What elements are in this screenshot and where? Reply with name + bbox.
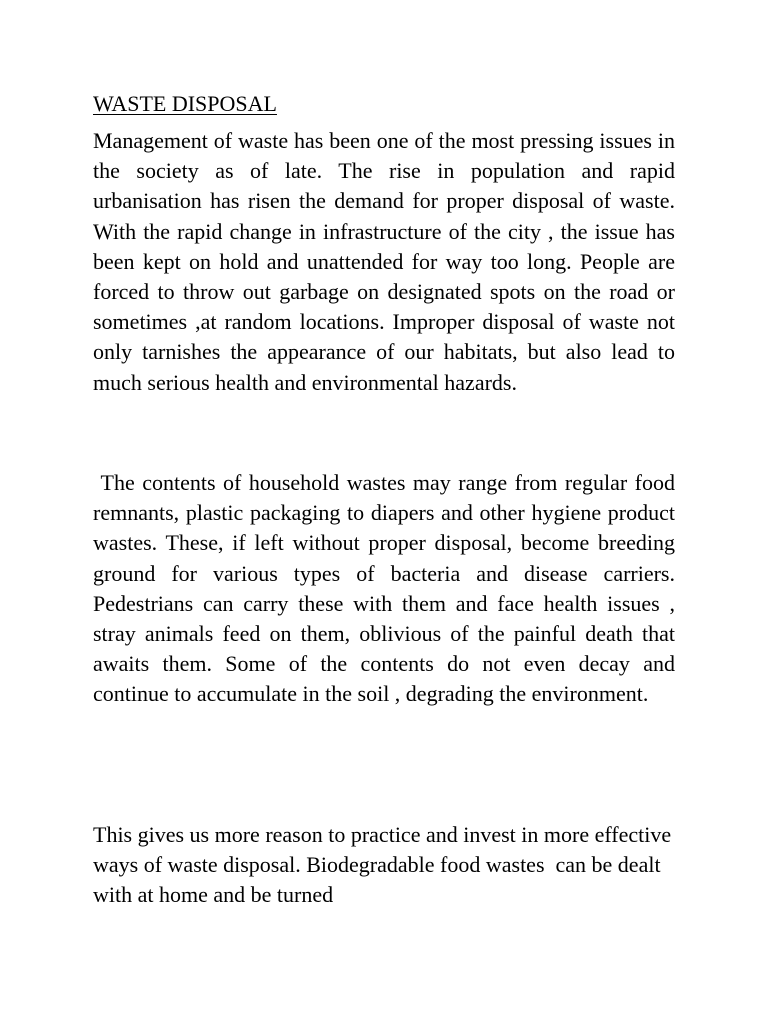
document-title: WASTE DISPOSAL	[93, 91, 277, 116]
paragraph-3: This gives us more reason to practice and invest in more effective ways of waste disposal. Biodegradable food wastes can be dealt with at home and be turned	[93, 822, 683, 908]
paragraph-2: The contents of household wastes may range from regular food remnants, plastic packaging to diapers and other hygiene product wastes. These, if left without proper disposal, become breeding ground for various types of bacteria and disease carriers. Pedestrians can carry these with them and face health issues , stray animals feed on them, oblivious of the painful death that awaits them. Some of the contents do not even decay and continue to accumulate in the soil , degrading the environment.	[93, 470, 681, 707]
paragraph-1: Management of waste has been one of the most pressing issues in the society as of late. The rise in population and rapid urbanisation has risen the demand for proper disposal of waste. With the rapid change in infrastructure of the city , the issue has been kept on hold and unattended for way too long. People are forced to throw out garbage on designated spots on the road or sometimes ,at random locations. Improper disposal of waste not only tarnishes the appearance of our habitats, but also lead to much serious health and environmental hazards.	[93, 128, 675, 395]
